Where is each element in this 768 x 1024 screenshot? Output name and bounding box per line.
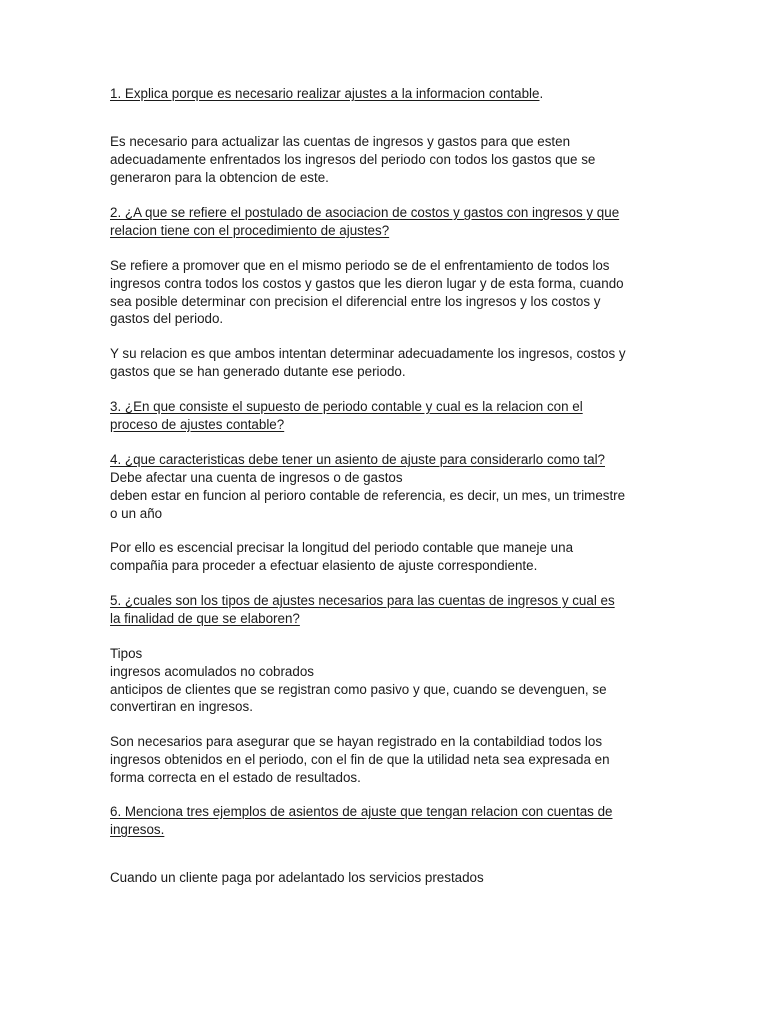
question-4	[110, 451, 670, 469]
question-6-line: 6. Menciona tres ejemplos de asientos de ajuste que tengan relacion con cuentas de	[110, 804, 613, 819]
answer-2-line: Se refiere a promover que en el mismo periodo se de el enfrentamiento de todos los	[110, 258, 610, 273]
answer-4-line: Debe afectar una cuenta de ingresos o de gastos	[110, 470, 403, 485]
question-5-line: la finalidad de que se elaboren?	[110, 610, 300, 626]
question-3-line: 3. ¿En que consiste el supuesto de periodo contable y cual es la relacion con el	[110, 399, 583, 414]
answer-5-line: ingresos acomulados no cobrados	[110, 663, 314, 679]
answer-1-line: adecuadamente enfrentados los ingresos del periodo con todos los gastos que se	[110, 151, 596, 167]
answer-5b-line: Son necesarios para asegurar que se hayan registrado en la contabildiad todos los	[110, 734, 603, 749]
answer-4-line: o un año	[110, 505, 163, 521]
answer-2-paragraph-2	[110, 345, 670, 381]
question-5-line: 5. ¿cuales son los tipos de ajustes necesarios para las cuentas de ingresos y cual es	[110, 593, 615, 608]
answer-1-line: generaron para la obtencion de este.	[110, 169, 329, 185]
answer-4-paragraph-2	[110, 539, 670, 575]
answer-2-line: gastos del periodo.	[110, 311, 224, 327]
question-1-text: 1. Explica porque es necesario realizar ajustes a la informacion contable	[110, 86, 540, 101]
question-5	[110, 592, 670, 628]
question-4-line: 4. ¿que caracteristicas debe tener un asiento de ajuste para considerarlo como tal?	[110, 452, 605, 467]
question-3	[110, 398, 670, 434]
answer-6	[110, 869, 670, 887]
answer-4-paragraph-1	[110, 469, 670, 522]
answer-5-paragraph-1	[110, 645, 670, 716]
question-6-line: ingresos.	[110, 821, 165, 837]
question-1	[110, 85, 670, 103]
answer-2b-line: gastos que se han generado dutante ese periodo.	[110, 363, 406, 379]
answer-5-line: convertiran en ingresos.	[110, 699, 253, 715]
answer-1	[110, 133, 670, 186]
answer-4b-line: Por ello es escencial precisar la longitud del periodo contable que maneje una	[110, 540, 574, 555]
answer-2-line: ingresos contra todos los costos y gastos que les dieron lugar y de esta forma, cuando	[110, 275, 624, 291]
question-2-line: relacion tiene con el procedimiento de ajustes?	[110, 222, 390, 238]
question-1-period: .	[539, 86, 544, 101]
answer-2-line: sea posible determinar con precision el diferencial entre los ingresos y los costos y	[110, 293, 601, 309]
question-2	[110, 204, 670, 240]
answer-1-line: Es necesario para actualizar las cuentas de ingresos y gastos para que esten	[110, 134, 571, 149]
answer-5b-line: forma correcta en el estado de resultados.	[110, 769, 361, 785]
answer-5b-line: ingresos obtenidos en el periodo, con el fin de que la utilidad neta sea expresada en	[110, 751, 610, 767]
answer-4-line: deben estar en funcion al perioro contable de referencia, es decir, un mes, un trimestre	[110, 487, 626, 503]
answer-6-line: Cuando un cliente paga por adelantado los servicios prestados	[110, 870, 484, 885]
question-2-line: 2. ¿A que se refiere el postulado de asociacion de costos y gastos con ingresos y que	[110, 205, 620, 220]
answer-5-paragraph-2	[110, 733, 670, 786]
answer-5-line: Tipos	[110, 646, 143, 661]
answer-2b-line: Y su relacion es que ambos intentan determinar adecuadamente los ingresos, costos y	[110, 346, 626, 361]
answer-2-paragraph-1	[110, 257, 670, 328]
answer-4b-line: compañia para proceder a efectuar elasiento de ajuste correspondiente.	[110, 557, 538, 573]
question-3-line: proceso de ajustes contable?	[110, 416, 285, 432]
answer-5-line: anticipos de clientes que se registran como pasivo y que, cuando se devenguen, se	[110, 681, 607, 697]
question-6	[110, 803, 670, 839]
